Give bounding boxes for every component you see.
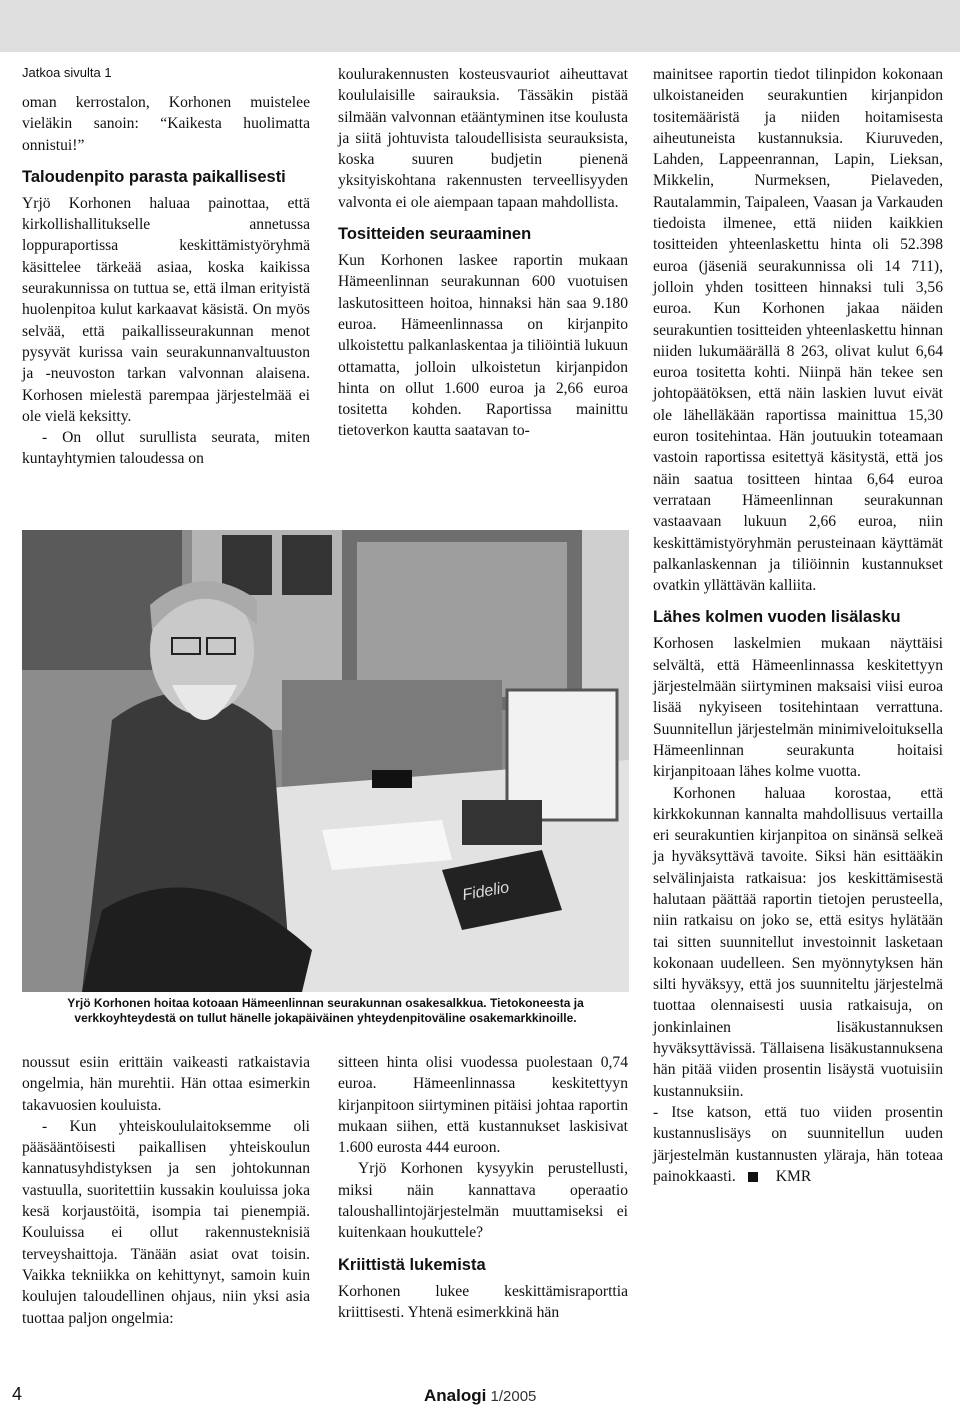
- monitor-label: Fidelio: [461, 879, 511, 905]
- section-heading: Lähes kolmen vuoden lisälasku: [653, 608, 901, 627]
- paragraph: - On ollut surullista seurata, miten kuntayhtymien taloudessa on: [22, 429, 310, 468]
- continued-from-label: Jatkoa sivulta 1: [22, 65, 112, 80]
- paragraph: [653, 1102, 943, 1187]
- paragraph: Korhosen laskelmien mukaan näyttäisi selvältä, että Hämeenlinnassa keskitettyyn järjestelmään siirtyminen maksaisi viisi euroa lisää nykyiseen tositehintaan verrattuna. Suunnitellun järjestelmän minimiveloituksella Hämeenlinnan seurakunta hoitaisi kirjanpitoaan lähes kolme vuotta.: [653, 635, 943, 781]
- paragraph: koulurakennusten kosteusvauriot aiheuttavat koululaisille sairauksia. Tässäkin pistää silmään valvonnan etääntyminen itse koulusta ja siitä johtuvista taloudellisista seurauksista, koska suuren budjetin pienenä yksityiskohtana rakennusten terveellisyyden valvonta ei ole aiempaan tapaan mahdollista.: [338, 66, 628, 211]
- magazine-name: Analogi: [424, 1386, 487, 1405]
- section-heading: Tositteiden seuraaminen: [338, 225, 532, 244]
- photo-caption: Yrjö Korhonen hoitaa kotoaan Hämeenlinnan seurakunnan osakesalkkua. Tietokoneesta ja verkkoyhteydestä on tullut hänelle jokapäiväinen yhteydenpitoväline osakemarkkinoille.: [67, 996, 584, 1025]
- end-mark-icon: [748, 1172, 758, 1182]
- section-heading: Kriittistä lukemista: [338, 1255, 486, 1274]
- column-1-top: [22, 64, 310, 470]
- photo: [22, 530, 629, 992]
- paragraph: oman kerrostalon, Korhonen muistelee vieläkin sanoin: “Kaikesta huolimatta onnistui!”: [22, 94, 310, 154]
- paragraph: Kun Korhonen laskee raportin mukaan Hämeenlinnan seurakunnan 600 vuotuisen laskutositteen hoitoa, hinnaksi hän saa 9.180 euroa. Hämeenlinnassa on kirjanpito ulkoistettu palkanlaskentaa ja tiliöintiä lukuun ottamatta, jolloin ulkoistetun kirjanpidon hinta on ollut 1.600 euroa ja 2,66 euroa tositetta kohden. Raportissa mainittu tietoverkon kautta saatavan to-: [338, 252, 628, 440]
- column-2-top: [338, 64, 628, 442]
- footer: [424, 1386, 536, 1406]
- issue-number: 1/2005: [490, 1388, 537, 1405]
- column-2-bottom: [338, 1052, 628, 1323]
- paragraph: Yrjö Korhonen kysyykin perustellusti, miksi näin kannattava operaatio taloushallintojärjestelmän muuttamiseksi ei kuitenkaan houkuttele?: [338, 1160, 628, 1242]
- paragraph: Korhonen haluaa korostaa, että kirkkokunnan kannalta mahdollisuus vertailla eri seurakuntien kirjanpitoa on sinänsä selkeä ja hyväksyttävä tavoite. Siksi hän esittääkin selvälinjaista ratkaisua: jos keskittämisestä halutaan päättää raportin tietojen perusteella, niin ratkaisu on joko se, että esitys hylätään tai sitten suunnitellut investoinnit lasketaan kokonaan uudelleen. Sen myönnytyksen hän silti hyväksyy, että jos suunniteltu järjestelmä tuottaa olennaisesti uusia ratkaisuja, on jonkinlainen lisäkustannuksen hyväksyttävissä. Tällaisena lisäkustannuksena hän pitää viiden prosentin lisäystä vuotuisiin kustannuksiin.: [653, 784, 943, 1100]
- paragraph: sitteen hinta olisi vuodessa puolestaan 0,74 euroa. Hämeenlinnassa keskitettyyn kirjanpitoon siirtyminen pitäisi johtaa raportin mukaan siihen, että kustannukset laskisivat 1.600 eurosta 444 euroon.: [338, 1054, 628, 1157]
- paragraph: noussut esiin erittäin vaikeasti ratkaistavia ongelmia, hän murehtii. Hän ottaa esimerkin takavuosien kouluista.: [22, 1054, 310, 1114]
- section-heading: Taloudenpito parasta paikallisesti: [22, 167, 286, 186]
- paragraph: Yrjö Korhonen haluaa painottaa, että kirkollishallitukselle annetussa loppuraportissa keskittämistyöryhmä käsittelee tärkeää asiaa, koska kaikissa seurakunnissa on tuttua se, että ilman erityistä huolenpitoa kulut karkaavat käsistä. On myös selvää, että paikallisseurakunnan menot pysyvät kurissa vain seurakunnanvaltuuston ja -neuvoston tarkan valvonnan alaisena. Korhosen mielestä parempaa järjestelmää ei ole vielä keksitty.: [22, 194, 310, 425]
- column-3: [653, 64, 943, 1187]
- column-1-bottom: [22, 1052, 310, 1329]
- photo-illustration: [22, 530, 629, 992]
- top-band: [0, 0, 960, 52]
- author-initials: KMR: [775, 1167, 812, 1185]
- paragraph: - Kun yhteiskoululaitoksemme oli pääsääntöisesti paikallisen yhteiskoulun kannatusyhdistyksen ja sen johtokunnan vastuulla, suoritettiin kussakin kouluissa joka kesä korjaustöitä, isompia tai pienempiä. Kouluissa ei ollut rakennusteknisiä terveyshaittoja. Tänään asiat ovat toisin. Vaikka tekniikka on kehittynyt, samoin kuin koulujen taloudellinen ohjaus, niin yksi asia tuottaa paljon ongelmia:: [22, 1117, 310, 1327]
- page-number: 4: [12, 1384, 23, 1404]
- quote-text: - Itse katson, että tuo viiden prosentin kustannuslisäys on suunnitellun uuden järjestelmän kustannusten yläraja, hän toteaa painokkaasti.: [653, 1103, 943, 1185]
- paragraph: mainitsee raportin tiedot tilinpidon kokonaan ulkoistaneiden seurakuntien kirjanpidon tositemääristä ja niiden hoitamisesta aiheutuneista kustannuksia. Kiuruveden, Lahden, Lappeenrannan, Lapin, Lieksan, Mikkelin, Nurmeksen, Pielaveden, Rautalammin, Taipaleen, Vaasan ja Varkauden tiedoista ilmenee, että niiden kaikkien tositteiden yhteenlaskettu hinta oli 52.398 euroa (jäseniä seurakunnissa oli 14 711), jolloin yhden tositteen hinnaksi tuli 3,56 euroa. Kun Korhonen jakaa näiden seurakuntien tositteiden yhteenlaskettu hinnan niiden lukumäärällä 8 263, olivat kulut 6,64 euroa tositetta kohti. Niinpä hän tekee sen johtopäätöksen, että näin laskien luvut eivät ole lähelläkään raportissa mainittua 15,30 euron tositehintaa. Hän joutuukin toteamaan vastoin raportissa esitettyä käsitystä, että jos näin saatua tositteen hintaa 6,64 euroa verrataan Hämeenlinnan seurakunnan vastaavaan lukuun 2,66 euroa, niin keskittämistyöryhmän perusteinaan käyttämät palkanlaskennan ja tiliöinnin kustannukset ovatkin yllättävän kalliita.: [653, 66, 943, 595]
- paragraph: Korhonen lukee keskittämisraporttia kriittisesti. Yhtenä esimerkkinä hän: [338, 1282, 628, 1321]
